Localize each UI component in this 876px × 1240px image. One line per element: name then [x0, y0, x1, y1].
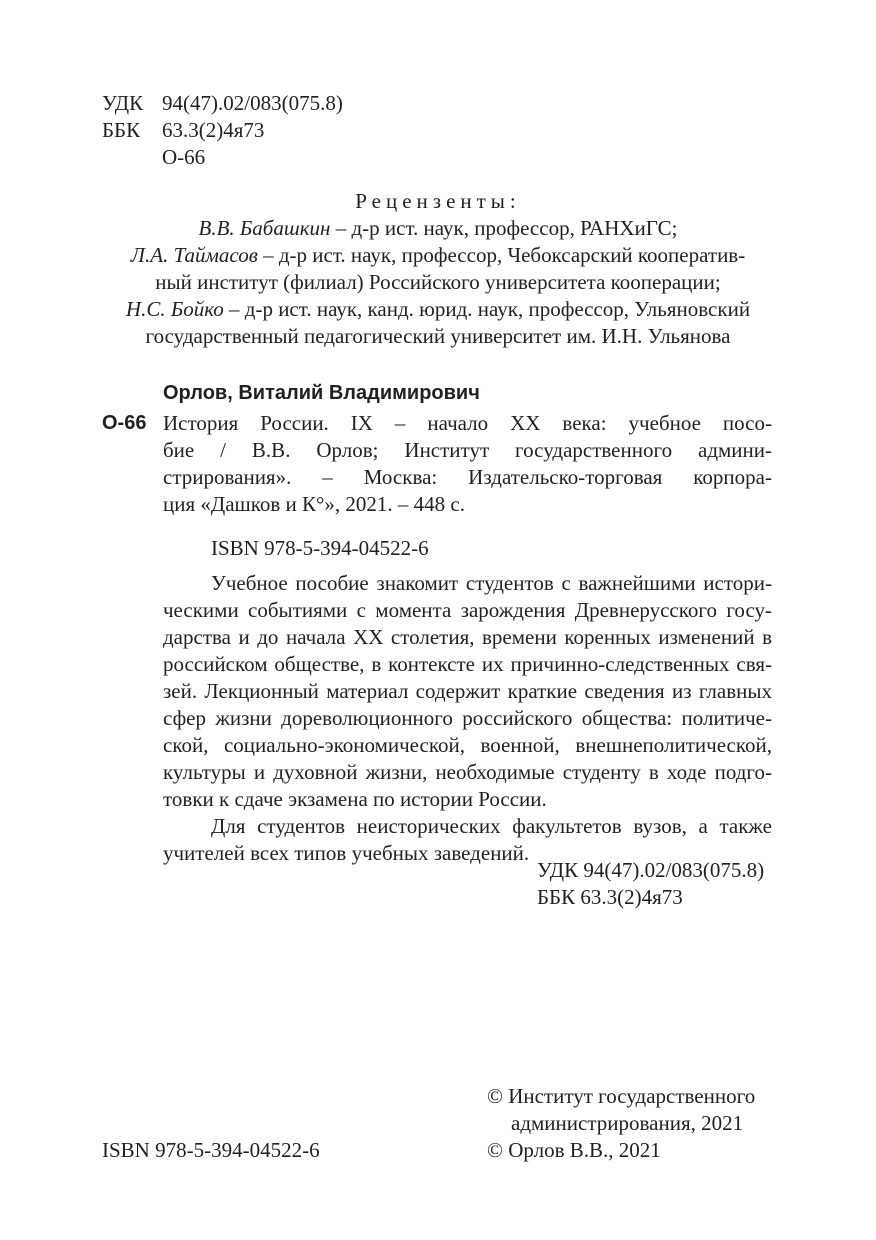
- reviewer-text: – д-р ист. наук, канд. юрид. наук, профессор, Ульяновский: [223, 297, 751, 321]
- copyright-institute-cont: администрирования, 2021: [511, 1111, 744, 1135]
- annotation-line: ческими событиями с момента зарождения Древнерусского госу-: [163, 598, 772, 622]
- reviewers-heading: Рецензенты:: [355, 189, 521, 213]
- annotation-line: зей. Лекционный материал содержит краткие сведения из главных: [163, 679, 772, 703]
- udk-line: [102, 90, 343, 117]
- reviewer-text: – д-р ист. наук, профессор, РАНХиГС;: [330, 216, 678, 240]
- annotation-udk: УДК 94(47).02/083(075.8): [537, 858, 765, 882]
- reviewer-line-cont: [0, 323, 876, 350]
- reviewer-line: [0, 242, 876, 269]
- author-mark-top: О-66: [162, 145, 206, 169]
- record-desc-line: бие / В.В. Орлов; Институт государственного админи-: [163, 438, 772, 462]
- annotation-line: ской, социально-экономической, военной, внешнеполитической,: [163, 733, 772, 757]
- annotation-line: культуры и духовной жизни, необходимые студенту в ходе подго-: [163, 760, 772, 784]
- record-desc-line: История России. IX – начало XX века: учебное посо-: [163, 411, 772, 435]
- udk-label: УДК: [102, 91, 144, 115]
- bbk-value: 63.3(2)4я73: [162, 118, 265, 142]
- copyright-institute: © Институт государственного: [487, 1084, 756, 1108]
- annotation-line: дарства и до начала XX столетия, времени коренных изменений в: [163, 625, 772, 649]
- reviewer-line-cont: [0, 269, 876, 296]
- record-isbn: ISBN 978-5-394-04522-6: [211, 536, 429, 560]
- annotation-line: российском обществе, в контексте их причинно-следственных свя-: [163, 652, 772, 676]
- record-desc-line: ция «Дашков и К°», 2021. – 448 с.: [163, 492, 465, 516]
- annotation-line: товки к сдаче экзамена по истории России.: [163, 787, 547, 811]
- record-mark: О-66: [102, 412, 147, 434]
- reviewer-line: [0, 296, 876, 323]
- record-desc-line: стрирования». – Москва: Издательско-торговая корпора-: [163, 465, 772, 489]
- annotation-line: учителей всех типов учебных заведений.: [163, 841, 530, 865]
- footer-isbn: ISBN 978-5-394-04522-6: [102, 1138, 320, 1162]
- record-author: Орлов, Виталий Владимирович: [163, 382, 480, 404]
- reviewer-text: – д-р ист. наук, профессор, Чебоксарский кооператив-: [257, 243, 746, 267]
- copyright-author: © Орлов В.В., 2021: [487, 1138, 661, 1162]
- annotation-line: Для студентов неисторических факультетов вузов, а также: [211, 814, 772, 838]
- bbk-label: ББК: [102, 118, 141, 142]
- reviewer-name: Н.С. Бойко: [125, 297, 224, 321]
- udk-value: 94(47).02/083(075.8): [162, 91, 343, 115]
- annotation-line: Учебное пособие знакомит студентов с важнейшими истори-: [211, 571, 772, 595]
- annotation-line: сфер жизни дореволюционного российского общества: политиче-: [163, 706, 772, 730]
- reviewer-text: ный институт (филиал) Российского университета кооперации;: [155, 270, 721, 294]
- reviewer-name: Л.А. Таймасов: [130, 243, 258, 267]
- reviewer-name: В.В. Бабашкин: [198, 216, 331, 240]
- annotation-bbk: ББК 63.3(2)4я73: [537, 885, 683, 909]
- reviewer-text: государственный педагогический университет им. И.Н. Ульянова: [145, 324, 731, 348]
- reviewer-line: [0, 215, 876, 242]
- bbk-line: [102, 117, 264, 144]
